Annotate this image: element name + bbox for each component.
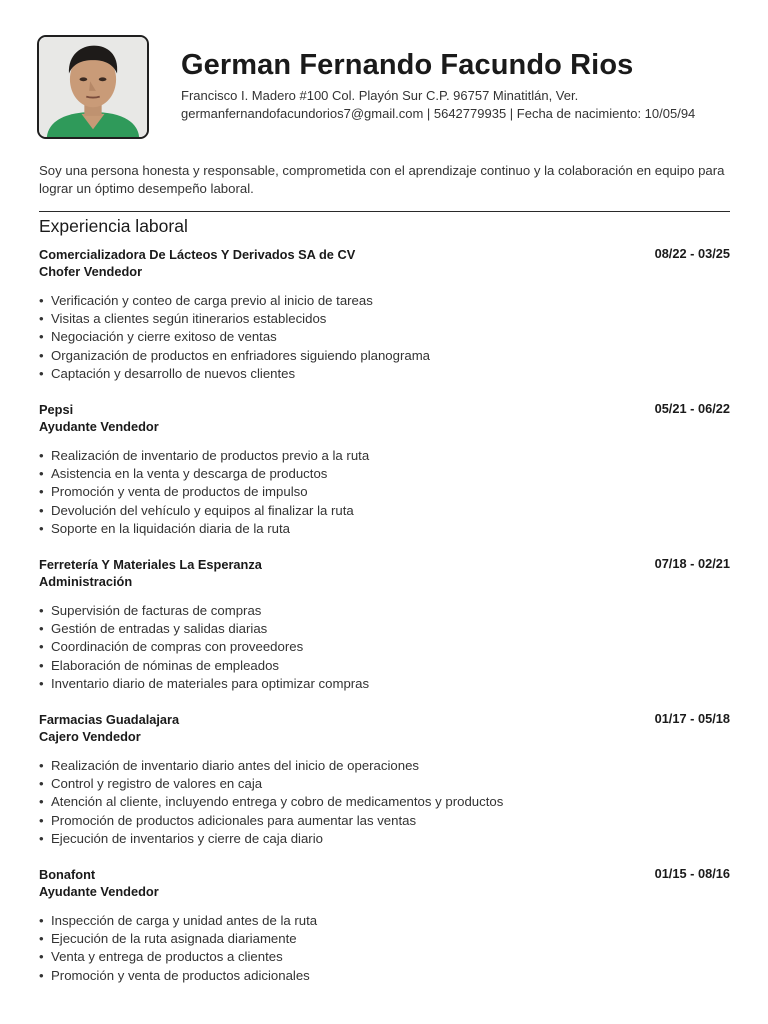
company-name: Comercializadora De Lácteos Y Derivados SA de CV bbox=[39, 247, 356, 262]
task-item: • Venta y entrega de productos a clientes bbox=[39, 948, 730, 966]
task-item: • Supervisión de facturas de compras bbox=[39, 602, 730, 620]
task-list bbox=[39, 292, 730, 383]
task-item: • Ejecución de inventarios y cierre de caja diario bbox=[39, 830, 730, 848]
task-list bbox=[39, 757, 730, 848]
job-entry bbox=[39, 711, 730, 866]
job-dates: 01/15 - 08/16 bbox=[654, 866, 730, 881]
task-item: • Atención al cliente, incluyendo entrega y cobro de medicamentos y productos bbox=[39, 793, 730, 811]
profile-photo bbox=[37, 35, 149, 139]
task-item: • Inventario diario de materiales para optimizar compras bbox=[39, 675, 730, 693]
job-role: Cajero Vendedor bbox=[39, 729, 141, 744]
job-dates: 08/22 - 03/25 bbox=[654, 246, 730, 261]
job-entry bbox=[39, 401, 730, 556]
task-item: • Organización de productos en enfriadores siguiendo planograma bbox=[39, 347, 730, 365]
company-name: Pepsi bbox=[39, 402, 74, 417]
task-item: • Coordinación de compras con proveedores bbox=[39, 638, 730, 656]
job-header bbox=[39, 711, 730, 729]
candidate-name: German Fernando Facundo Rios bbox=[181, 49, 634, 81]
task-item: • Verificación y conteo de carga previo al inicio de tareas bbox=[39, 292, 730, 310]
task-item: • Realización de inventario diario antes del inicio de operaciones bbox=[39, 757, 730, 775]
task-item: • Devolución del vehículo y equipos al finalizar la ruta bbox=[39, 502, 730, 520]
job-header bbox=[39, 246, 730, 264]
company-name: Bonafont bbox=[39, 867, 96, 882]
job-header bbox=[39, 401, 730, 419]
task-item: • Asistencia en la venta y descarga de productos bbox=[39, 465, 730, 483]
job-role: Ayudante Vendedor bbox=[39, 419, 159, 434]
contact-details-line: germanfernandofacundorios7@gmail.com | 5642779935 | Fecha de nacimiento: 10/05/94 bbox=[181, 106, 696, 121]
task-item: • Realización de inventario de productos previo a la ruta bbox=[39, 447, 730, 465]
job-role: Chofer Vendedor bbox=[39, 264, 143, 279]
job-dates: 05/21 - 06/22 bbox=[654, 401, 730, 416]
task-item: • Soporte en la liquidación diaria de la ruta bbox=[39, 520, 730, 538]
task-item: • Promoción y venta de productos de impulso bbox=[39, 483, 730, 501]
job-entry bbox=[39, 246, 730, 401]
task-item: • Inspección de carga y unidad antes de la ruta bbox=[39, 912, 730, 930]
job-dates: 01/17 - 05/18 bbox=[654, 711, 730, 726]
task-list bbox=[39, 602, 730, 693]
experience-list bbox=[39, 246, 730, 1021]
job-header bbox=[39, 866, 730, 884]
section-divider bbox=[39, 211, 730, 212]
task-item: • Captación y desarrollo de nuevos clientes bbox=[39, 365, 730, 383]
task-item: • Visitas a clientes según itinerarios establecidos bbox=[39, 310, 730, 328]
job-role: Administración bbox=[39, 574, 133, 589]
job-dates: 07/18 - 02/21 bbox=[654, 556, 730, 571]
job-entry bbox=[39, 556, 730, 711]
task-item: • Promoción de productos adicionales para aumentar las ventas bbox=[39, 812, 730, 830]
job-role: Ayudante Vendedor bbox=[39, 884, 159, 899]
task-item: • Ejecución de la ruta asignada diariamente bbox=[39, 930, 730, 948]
task-item: • Gestión de entradas y salidas diarias bbox=[39, 620, 730, 638]
company-name: Ferretería Y Materiales La Esperanza bbox=[39, 557, 262, 572]
task-item: • Elaboración de nóminas de empleados bbox=[39, 657, 730, 675]
job-entry bbox=[39, 866, 730, 1021]
job-header bbox=[39, 556, 730, 574]
task-item: • Promoción y venta de productos adicionales bbox=[39, 967, 730, 985]
section-title-experience: Experiencia laboral bbox=[39, 216, 188, 236]
task-list bbox=[39, 912, 730, 985]
profile-summary: Soy una persona honesta y responsable, comprometida con el aprendizaje continuo y la colaboración en equipo para lograr un óptimo desempeño laboral. bbox=[39, 163, 725, 196]
task-item: • Control y registro de valores en caja bbox=[39, 775, 730, 793]
task-item: • Negociación y cierre exitoso de ventas bbox=[39, 328, 730, 346]
address-line: Francisco I. Madero #100 Col. Playón Sur C.P. 96757 Minatitlán, Ver. bbox=[181, 88, 579, 103]
task-list bbox=[39, 447, 730, 538]
company-name: Farmacias Guadalajara bbox=[39, 712, 180, 727]
